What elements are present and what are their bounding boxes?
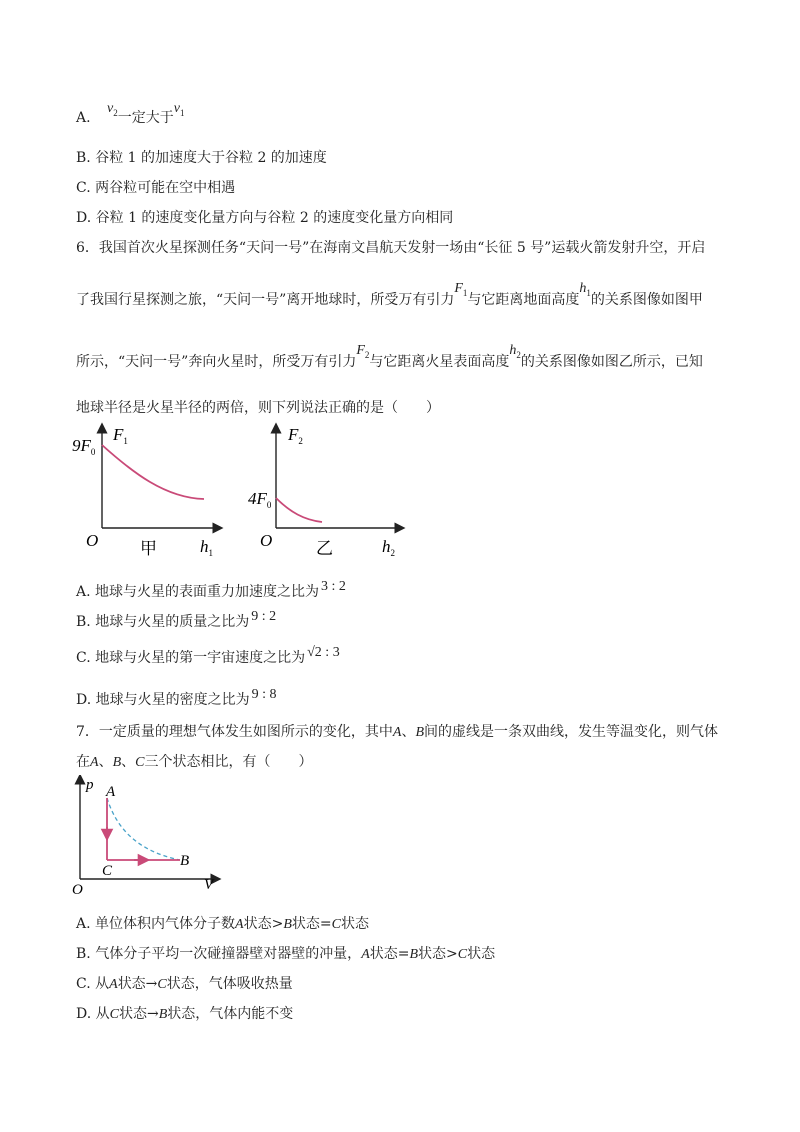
q7-option-a: A. 单位体积内气体分子数A状态>B状态=C状态 (76, 916, 369, 932)
y-axis-label: $F_1$ (113, 425, 128, 446)
f2-symbol: $F_2$ (356, 343, 370, 360)
q7-stem-line1: 7．一定质量的理想气体发生如图所示的变化，其中A、B间的虚线是一条双曲线，发生等温变化，则气体 (76, 724, 719, 740)
point-a-label: A (106, 784, 116, 800)
origin-label: O (86, 531, 99, 550)
q6-option-d: D. 地球与火星的密度之比为 9 : 8 (76, 687, 277, 708)
y-value-label: $9F_0$ (72, 436, 96, 457)
h2-symbol: $h_2$ (509, 343, 521, 360)
graph-caption: 甲 (140, 539, 157, 558)
q6-option-b: B. 地球与火星的质量之比为 9 : 2 (76, 609, 277, 630)
v-axis-label: V (204, 877, 214, 893)
graph-caption: 乙 (316, 539, 333, 558)
q7-option-d: D. 从C状态→B状态，气体内能不变 (76, 1006, 294, 1022)
q6-option-a: A. 地球与火星的表面重力加速度之比为 3 : 2 (76, 579, 346, 600)
graph-pv (66, 775, 236, 897)
q7-option-c: C. 从A状态→C状态，气体吸收热量 (76, 976, 293, 992)
q5-option-b: B. 谷粒 1 的加速度大于谷粒 2 的加速度 (76, 150, 327, 166)
q5-option-d: D. 谷粒 1 的速度变化量方向与谷粒 2 的速度变化量方向相同 (76, 210, 454, 226)
v2-symbol: $v_2$ (107, 101, 118, 118)
q6-stem-line4: 地球半径是火星半径的两倍，则下列说法正确的是（ ） (76, 400, 440, 416)
p-axis-label: p (86, 777, 94, 793)
h1-symbol: $h_1$ (579, 281, 591, 298)
f1-symbol: $F_1$ (454, 281, 468, 298)
isotherm-dashed (107, 798, 180, 860)
v1-symbol: $v_1$ (173, 101, 185, 118)
q6-stem-line3: 所示，“天问一号”奔向火星时，所受万有引力$F_2$与它距离火星表面高度$h_2$的关系图像如图乙所示，已知 (76, 343, 703, 370)
force-curve (102, 445, 204, 499)
point-c-label: C (102, 863, 113, 879)
q5-option-c: C. 两谷粒可能在空中相遇 (76, 180, 236, 196)
point-b-label: B (180, 853, 190, 869)
q6-stem-line2: 了我国行星探测之旅，“天问一号”离开地球时，所受万有引力$F_1$与它距离地面高度$h_1$的关系图像如图甲 (76, 281, 703, 308)
q5-option-a: A. $v_2$一定大于$v_1$ (76, 101, 185, 126)
y-value-label: $4F_0$ (248, 489, 272, 510)
graph-earth-force-height (70, 422, 230, 562)
x-axis-label: $h_2$ (382, 537, 395, 558)
q6-stem-line1: 6．我国首次火星探测任务“天问一号”在海南文昌航天发射一场由“长征 5 号”运载火箭发射升空，开启 (76, 240, 706, 256)
force-curve (276, 498, 322, 522)
q7-option-b: B. 气体分子平均一次碰撞器壁对器壁的冲量，A状态=B状态>C状态 (76, 946, 496, 962)
graph-mars-force-height (242, 422, 410, 562)
q6-option-c: C. 地球与火星的第一宇宙速度之比为 √2 : 3 (76, 645, 340, 666)
origin-label: O (72, 882, 83, 897)
q7-stem-line2: 在A、B、C三个状态相比，有（ ） (76, 754, 313, 770)
x-axis-label: $h_1$ (200, 537, 213, 558)
origin-label: O (260, 531, 273, 550)
y-axis-label: $F_2$ (288, 425, 303, 446)
